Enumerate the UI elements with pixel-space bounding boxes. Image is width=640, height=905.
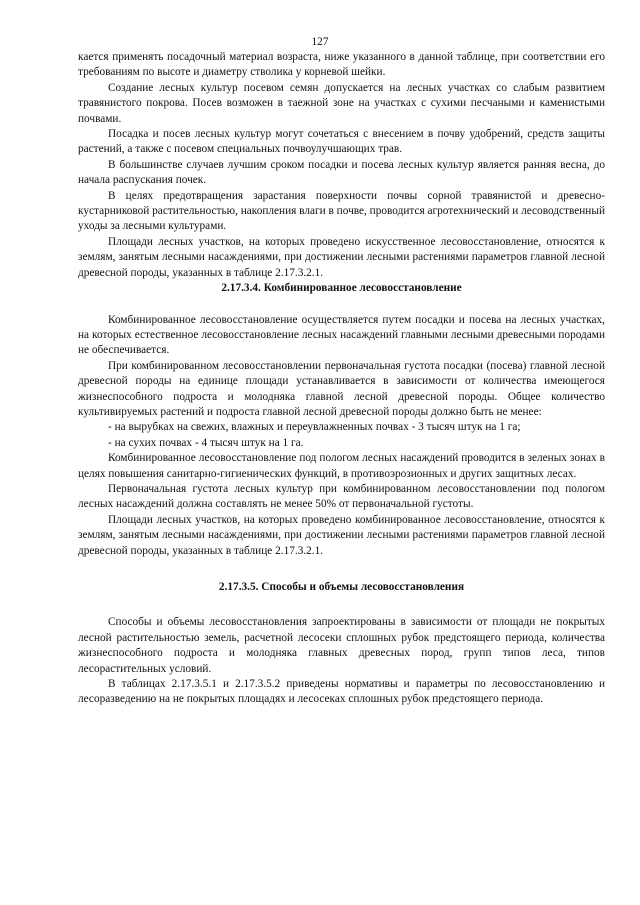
paragraph-combined-green-zones: Комбинированное лесовосстановление под пологом лесных насаждений проводится в зеленых зонах в целях повышения санитарно-гигиенических функций, в противоэрозионных и других защитных лесах. bbox=[78, 452, 605, 480]
spacer bbox=[78, 559, 605, 580]
paragraph-methods-volumes: Способы и объемы лесовосстановления запроектированы в зависимости от площади не покрытых лесной растительностью земель, расчетной лесосеки сплошных рубок предстоящего периода, количества жизнеспособного подроста и молодняка главных древесных пород, групп типов леса, типов лесорастительных условий. bbox=[78, 616, 605, 675]
paragraph-fertilizers: Посадка и посев лесных культур могут сочетаться с внесением в почву удобрений, средств защиты растений, а также с посевом специальных почвоулучшающих трав. bbox=[78, 128, 605, 156]
paragraph-sowing: Создание лесных культур посевом семян допускается на лесных участках со слабым развитием травянистого покрова. Посев возможен в таежной зоне на участках с сухими песчаными и каменистыми почвами. bbox=[78, 81, 605, 125]
page-content bbox=[78, 50, 605, 708]
spacer bbox=[78, 595, 605, 615]
paragraph-planting-time: В большинстве случаев лучшим сроком посадки и посева лесных культур является ранняя весна, до начала распускания почек. bbox=[78, 158, 605, 187]
spacer bbox=[78, 297, 605, 313]
paragraph-continuation: кается применять посадочный материал возраста, ниже указанного в данной таблице, при соответствии его требованиям по высоте и диаметру стволика у корневой шейки. bbox=[78, 51, 605, 79]
paragraph-combined-initial-density: Первоначальная густота лесных культур при комбинированном лесовосстановлении под пологом лесных насаждений должна составлять не менее 50% от первоначальной густоты. bbox=[78, 482, 605, 511]
list-item: - на вырубках на свежих, влажных и переувлажненных почвах - 3 тысяч штук на 1 га; bbox=[108, 421, 521, 434]
section-heading-methods: 2.17.3.5. Способы и объемы лесовосстановления bbox=[218, 581, 465, 593]
list-item: - на сухих почвах - 4 тысяч штук на 1 га. bbox=[108, 436, 304, 449]
paragraph-agrotechnical-care: В целях предотвращения зарастания поверхности почвы сорной травянистой и древесно-кустарниковой растительностью, накопления влаги в почве, проводится агротехнический и лесоводственный уходы за лесными культурами. bbox=[78, 189, 605, 233]
page-number: 127 bbox=[311, 36, 329, 48]
paragraph-combined-area: Площади лесных участков, на которых проведено комбинированное лесовосстановление, относятся к землям, занятым лесными насаждениями, при достижении лесными растениями параметров главной лесной древесной породы, указанных в таблице 2.17.3.2.1. bbox=[78, 513, 605, 557]
paragraph-methods-tables: В таблицах 2.17.3.5.1 и 2.17.3.5.2 приведены нормативы и параметры по лесовосстановлению и лесоразведению на не покрытых площадях и лесосеках сплошных рубок предстоящего периода. bbox=[78, 678, 605, 706]
paragraph-combined-density: При комбинированном лесовосстановлении первоначальная густота посадки (посева) главной лесной древесной породы на единице площади устанавливается в зависимости от количества имеющегося жизнеспособного подроста и молодняка главной лесной древесной породы. Общее количество культивируемых растений и подроста главной лесной древесной породы должно быть не менее: bbox=[78, 359, 605, 418]
section-heading-combined: 2.17.3.4. Комбинированное лесовосстановление bbox=[221, 282, 462, 295]
paragraph-combined-definition: Комбинированное лесовосстановление осуществляется путем посадки и посева на лесных участках, на которых естественное лесовосстановление лесных насаждений главными лесными древесными породами не обеспечивается. bbox=[78, 313, 605, 357]
paragraph-artificial-area: Площади лесных участков, на которых проведено искусственное лесовосстановление, относятся к землям, занятым лесными насаждениями, при достижении лесными растениями параметров главной лесной древесной породы, указанных в таблице 2.17.3.2.1. bbox=[78, 235, 605, 279]
